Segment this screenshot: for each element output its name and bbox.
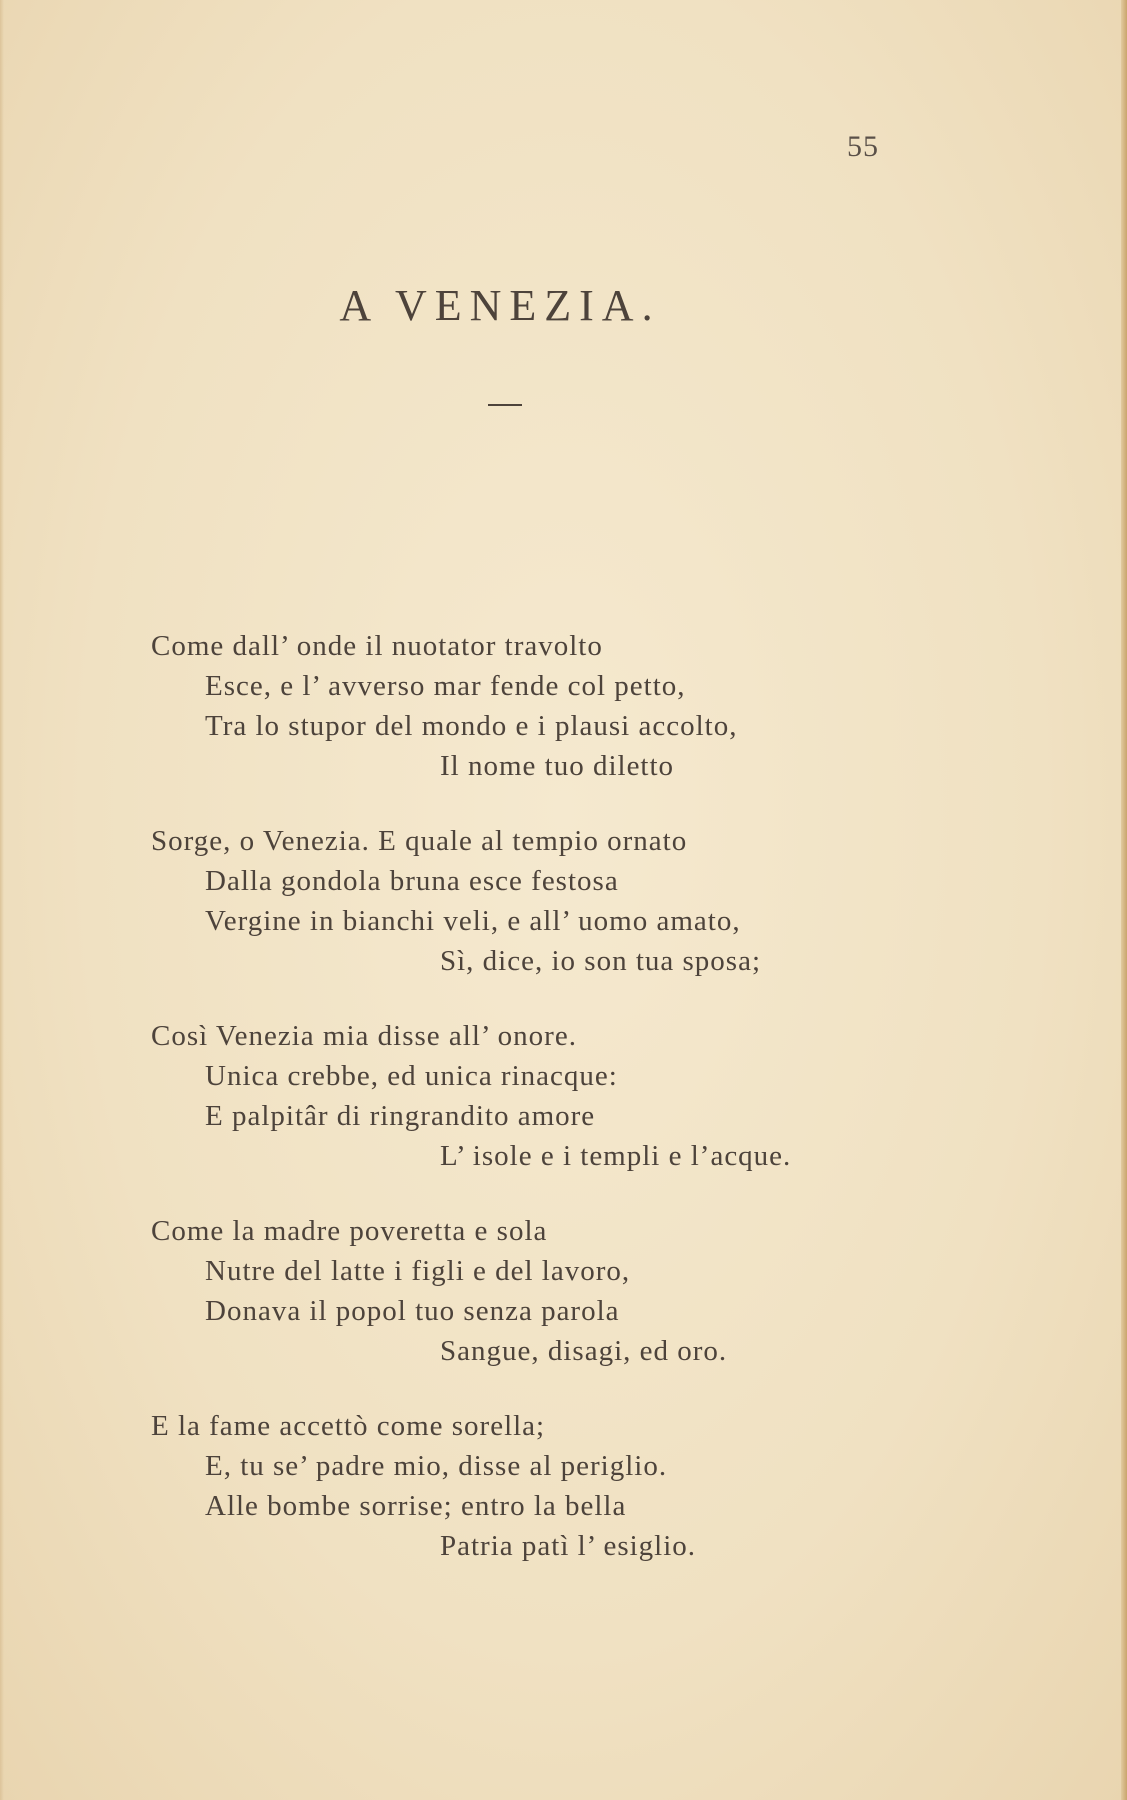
verse-line: Dalla gondola bruna esce festosa bbox=[205, 865, 619, 897]
verse-line: Il nome tuo diletto bbox=[440, 750, 675, 782]
verse-line: Tra lo stupor del mondo e i plausi accolto, bbox=[205, 710, 738, 742]
verse-line: E palpitâr di ringrandito amore bbox=[205, 1100, 596, 1132]
title-divider bbox=[488, 404, 522, 406]
verse-line: Vergine in bianchi veli, e all’ uomo amato, bbox=[205, 905, 741, 937]
verse-line: Come dall’ onde il nuotator travolto bbox=[151, 630, 603, 662]
verse-line: Sangue, disagi, ed oro. bbox=[440, 1335, 728, 1367]
poem-body bbox=[0, 630, 1127, 1605]
verse-line: Unica crebbe, ed unica rinacque: bbox=[205, 1060, 618, 1092]
verse-line: E, tu se’ padre mio, disse al periglio. bbox=[205, 1450, 668, 1482]
verse-line: Esce, e l’ avverso mar fende col petto, bbox=[205, 670, 686, 702]
stanza-5 bbox=[0, 1410, 1127, 1605]
verse-line: Come la madre poveretta e sola bbox=[151, 1215, 548, 1247]
stanza-2 bbox=[0, 825, 1127, 1020]
stanza-4 bbox=[0, 1215, 1127, 1410]
verse-line: Donava il popol tuo senza parola bbox=[205, 1295, 620, 1327]
stanza-1 bbox=[0, 630, 1127, 825]
page-number: 55 bbox=[847, 130, 879, 163]
verse-line: Così Venezia mia disse all’ onore. bbox=[151, 1020, 577, 1052]
verse-line: Patria patì l’ esiglio. bbox=[440, 1530, 697, 1562]
verse-line: Sorge, o Venezia. E quale al tempio ornato bbox=[151, 825, 688, 857]
poem-title: A VENEZIA. bbox=[339, 281, 661, 330]
verse-line: Alle bombe sorrise; entro la bella bbox=[205, 1490, 627, 1522]
verse-line: E la fame accettò come sorella; bbox=[151, 1410, 546, 1442]
verse-line: Nutre del latte i figli e del lavoro, bbox=[205, 1255, 631, 1287]
verse-line: L’ isole e i templi e l’acque. bbox=[440, 1140, 792, 1172]
verse-line: Sì, dice, io son tua sposa; bbox=[440, 945, 762, 977]
stanza-3 bbox=[0, 1020, 1127, 1215]
